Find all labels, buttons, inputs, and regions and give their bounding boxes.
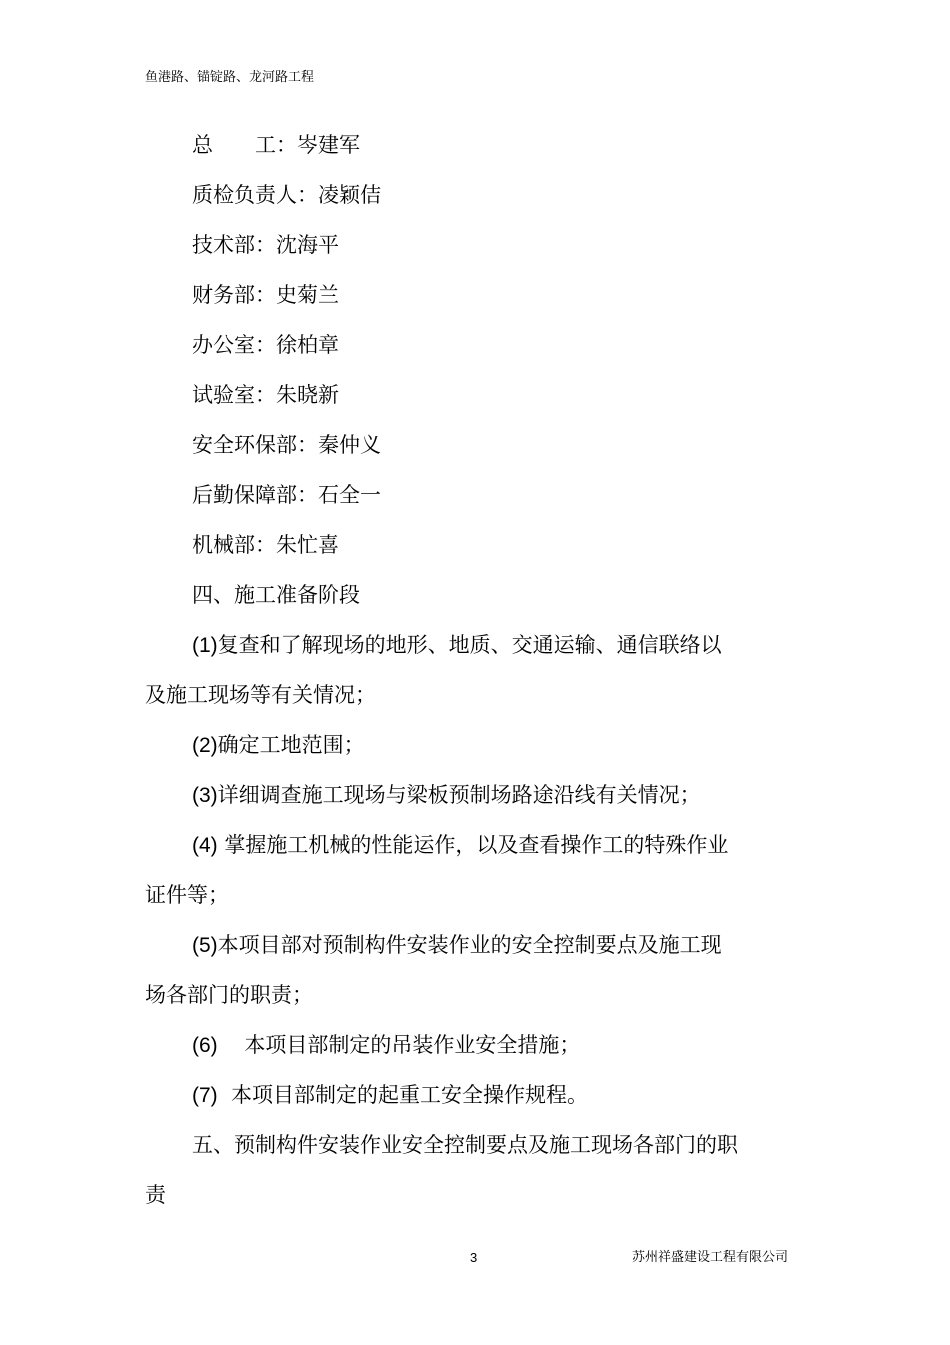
- list-item-1-continuation: 及施工现场等有关情况；: [145, 683, 376, 707]
- list-item-6: [145, 1020, 765, 1070]
- staff-role: 安全环保部：: [192, 433, 318, 457]
- staff-line-safety: [145, 420, 765, 470]
- staff-line-finance: [145, 270, 765, 320]
- item-text: 本项目部制定的起重工安全操作规程。: [231, 1083, 589, 1107]
- list-item-5-continuation: 场各部门的职责；: [145, 983, 313, 1007]
- list-item-2: [145, 720, 765, 770]
- item-number: (6): [192, 1034, 218, 1057]
- section-heading-5-continuation: 责: [145, 1183, 166, 1207]
- staff-name: 朱忙喜: [276, 533, 339, 557]
- list-item-5: [145, 920, 765, 970]
- staff-name: 岑建军: [297, 133, 360, 157]
- staff-role: 办公室：: [192, 333, 276, 357]
- item-number: (1): [192, 634, 218, 657]
- item-text: 详细调查施工现场与梁板预制场路途沿线有关情况；: [217, 783, 701, 807]
- staff-role: 机械部：: [192, 533, 276, 557]
- footer-company-name: 苏州祥盛建设工程有限公司: [632, 1250, 789, 1265]
- staff-name: 史菊兰: [276, 283, 339, 307]
- staff-line-technical: [145, 220, 765, 270]
- section-heading-5: 五、预制构件安装作业安全控制要点及施工现场各部门的职: [192, 1133, 738, 1157]
- item-text: 复查和了解现场的地形、地质、交通运输、通信联络以: [217, 633, 722, 657]
- item-text: 本项目部对预制构件安装作业的安全控制要点及施工现: [217, 933, 722, 957]
- item-number: (2): [192, 734, 218, 757]
- staff-role: 质检负责人：: [192, 183, 318, 207]
- staff-line-chief-engineer: [145, 120, 765, 170]
- section-heading: 四、施工准备阶段: [192, 583, 360, 607]
- staff-role: 财务部：: [192, 283, 276, 307]
- staff-line-laboratory: [145, 370, 765, 420]
- list-item-1: [145, 620, 765, 670]
- staff-role: 技术部：: [192, 233, 276, 257]
- staff-name: 沈海平: [276, 233, 339, 257]
- staff-role: 后勤保障部：: [192, 483, 318, 507]
- item-number: (5): [192, 934, 218, 957]
- staff-name: 徐柏章: [276, 333, 339, 357]
- item-text: 确定工地范围；: [217, 733, 365, 757]
- item-text: 本项目部制定的吊装作业安全措施；: [244, 1033, 581, 1057]
- staff-name: 朱晓新: [276, 383, 339, 407]
- item-number: (4): [192, 834, 218, 857]
- staff-name: 秦仲义: [318, 433, 381, 457]
- list-item-4: [145, 820, 765, 870]
- page-number: 3: [470, 1250, 478, 1265]
- staff-line-logistics: [145, 470, 765, 520]
- staff-role: 试验室：: [192, 383, 276, 407]
- item-text: 掌握施工机械的性能运作，以及查看操作工的特殊作业: [224, 833, 729, 857]
- staff-role: 总 工：: [192, 133, 297, 157]
- running-header: 鱼港路、锚锭路、龙河路工程: [145, 70, 315, 85]
- staff-name: 石全一: [318, 483, 381, 507]
- staff-name: 凌颖佶: [318, 183, 381, 207]
- staff-line-office: [145, 320, 765, 370]
- list-item-4-continuation: 证件等；: [145, 883, 229, 907]
- staff-line-quality: [145, 170, 765, 220]
- list-item-7: [145, 1070, 765, 1120]
- item-number: (7): [192, 1084, 218, 1107]
- list-item-3: [145, 770, 765, 820]
- document-body: [145, 120, 765, 1220]
- item-number: (3): [192, 784, 218, 807]
- staff-line-machinery: [145, 520, 765, 570]
